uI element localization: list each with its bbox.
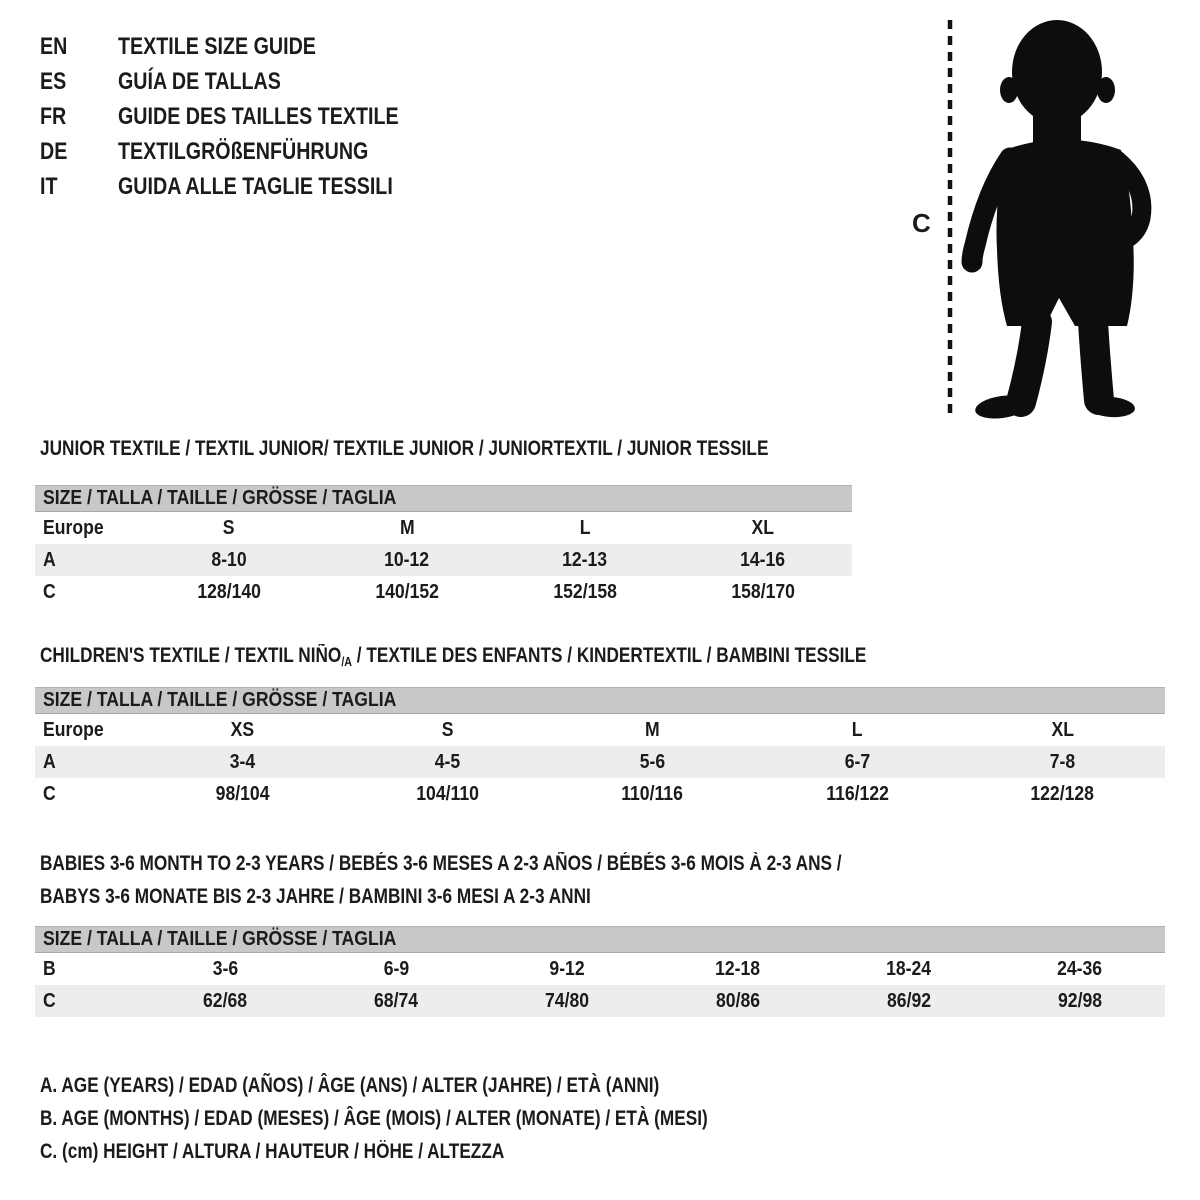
age-cell: 3-6 xyxy=(212,957,239,980)
babies-size-table xyxy=(35,926,1165,1017)
row-label: A xyxy=(43,548,56,571)
row-label: Europe xyxy=(43,718,104,741)
babies-section-title: BABIES 3-6 MONTH TO 2-3 YEARS / BEBÉS 3-6 MESES A 2-3 AÑOS / BÉBÉS 3-6 MOIS À 2-3 ANS / BABYS 3-6 MONATE BIS 2-3 JAHRE / BAMBINI 3-6 MESI A 2-3 ANNI xyxy=(40,852,842,908)
age-cell: 3-4 xyxy=(229,750,256,773)
height-cell: 74/80 xyxy=(545,989,590,1012)
height-cell: 86/92 xyxy=(886,989,931,1012)
table-row-europe xyxy=(35,714,1165,746)
height-cell: 140/152 xyxy=(375,580,439,603)
height-cell: 92/98 xyxy=(1057,989,1102,1012)
table-row-age xyxy=(35,544,852,576)
size-header-label: SIZE / TALLA / TAILLE / GRÖSSE / TAGLIA xyxy=(43,487,397,509)
age-cell: 7-8 xyxy=(1049,750,1076,773)
language-code: DE xyxy=(40,138,68,165)
title-subscript: /A xyxy=(341,654,352,669)
age-cell: 14-16 xyxy=(740,548,786,571)
size-header-label: SIZE / TALLA / TAILLE / GRÖSSE / TAGLIA xyxy=(43,928,397,950)
toddler-silhouette-icon xyxy=(895,10,1165,422)
height-cell: 104/110 xyxy=(416,782,479,805)
language-code: ES xyxy=(40,68,67,95)
junior-section-title: JUNIOR TEXTILE / TEXTIL JUNIOR/ TEXTILE JUNIOR / JUNIORTEXTIL / JUNIOR TESSILE xyxy=(40,437,769,460)
table-row-age-months xyxy=(35,953,1165,985)
language-title: GUÍA DE TALLAS xyxy=(118,68,281,95)
language-title: TEXTILGRÖßENFÜHRUNG xyxy=(118,138,369,165)
language-title: TEXTILE SIZE GUIDE xyxy=(118,33,316,60)
age-cell: 18-24 xyxy=(886,957,932,980)
children-size-table xyxy=(35,687,1165,810)
table-row-age xyxy=(35,746,1165,778)
row-label: C xyxy=(43,782,56,805)
age-cell: 4-5 xyxy=(434,750,461,773)
size-cell: S xyxy=(223,516,235,539)
age-cell: 12-18 xyxy=(715,957,761,980)
age-cell: 6-9 xyxy=(383,957,409,980)
age-cell: 6-7 xyxy=(844,750,871,773)
height-cell: 110/116 xyxy=(621,782,684,805)
language-code: EN xyxy=(40,33,68,60)
age-cell: 9-12 xyxy=(549,957,585,980)
age-cell: 8-10 xyxy=(211,548,247,571)
row-label: C xyxy=(43,580,56,603)
age-cell: 10-12 xyxy=(384,548,430,571)
legend-age-years: A. AGE (YEARS) / EDAD (AÑOS) / ÂGE (ANS) / ALTER (JAHRE) / ETÀ (ANNI) xyxy=(40,1074,660,1097)
height-cell: 128/140 xyxy=(197,580,261,603)
age-cell: 5-6 xyxy=(639,750,666,773)
size-header-label: SIZE / TALLA / TAILLE / GRÖSSE / TAGLIA xyxy=(43,689,397,711)
height-cell: 98/104 xyxy=(215,782,270,805)
legend-height-cm: C. (cm) HEIGHT / ALTURA / HAUTEUR / HÖHE / ALTEZZA xyxy=(40,1140,505,1163)
language-code: FR xyxy=(40,103,67,130)
table-row-height xyxy=(35,778,1165,810)
table-row-height xyxy=(35,985,1165,1017)
height-cell: 152/158 xyxy=(553,580,617,603)
height-cell: 122/128 xyxy=(1030,782,1095,805)
height-cell: 158/170 xyxy=(731,580,795,603)
row-label: B xyxy=(43,957,56,980)
age-cell: 24-36 xyxy=(1057,957,1103,980)
size-cell: S xyxy=(441,718,454,741)
children-section-title: CHILDREN'S TEXTILE / TEXTIL NIÑO/A / TEXTILE DES ENFANTS / KINDERTEXTIL / BAMBINI TESSILE xyxy=(40,644,867,669)
language-title: GUIDA ALLE TAGLIE TESSILI xyxy=(118,173,393,200)
language-row-it xyxy=(40,169,460,204)
size-header-bar xyxy=(35,687,1165,714)
size-cell: XL xyxy=(751,516,775,539)
language-title-list xyxy=(40,29,460,204)
row-label: Europe xyxy=(43,516,104,539)
language-row-en xyxy=(40,29,460,64)
language-title: GUIDE DES TAILLES TEXTILE xyxy=(118,103,399,130)
row-label: C xyxy=(43,989,56,1012)
size-cell: M xyxy=(399,516,415,539)
size-cell: M xyxy=(645,718,660,741)
legend-age-months: B. AGE (MONTHS) / EDAD (MESES) / ÂGE (MOIS) / ALTER (MONATE) / ETÀ (MESI) xyxy=(40,1107,708,1130)
size-header-bar xyxy=(35,485,852,512)
language-code: IT xyxy=(40,173,58,200)
size-cell: L xyxy=(579,516,591,539)
height-cell: 116/122 xyxy=(826,782,889,805)
height-cell: 62/68 xyxy=(203,989,248,1012)
age-cell: 12-13 xyxy=(562,548,608,571)
table-row-height xyxy=(35,576,852,608)
table-row-europe xyxy=(35,512,852,544)
height-measure-label: C xyxy=(912,208,931,238)
size-cell: XS xyxy=(230,718,255,741)
junior-size-table xyxy=(35,485,852,608)
size-header-bar xyxy=(35,926,1165,953)
language-row-fr xyxy=(40,99,460,134)
legend xyxy=(40,1069,854,1168)
language-row-es xyxy=(40,64,460,99)
size-cell: XL xyxy=(1051,718,1074,741)
size-cell: L xyxy=(852,718,863,741)
height-cell: 80/86 xyxy=(715,989,760,1012)
row-label: A xyxy=(43,750,56,773)
language-row-de xyxy=(40,134,460,169)
height-cell: 68/74 xyxy=(374,989,419,1012)
